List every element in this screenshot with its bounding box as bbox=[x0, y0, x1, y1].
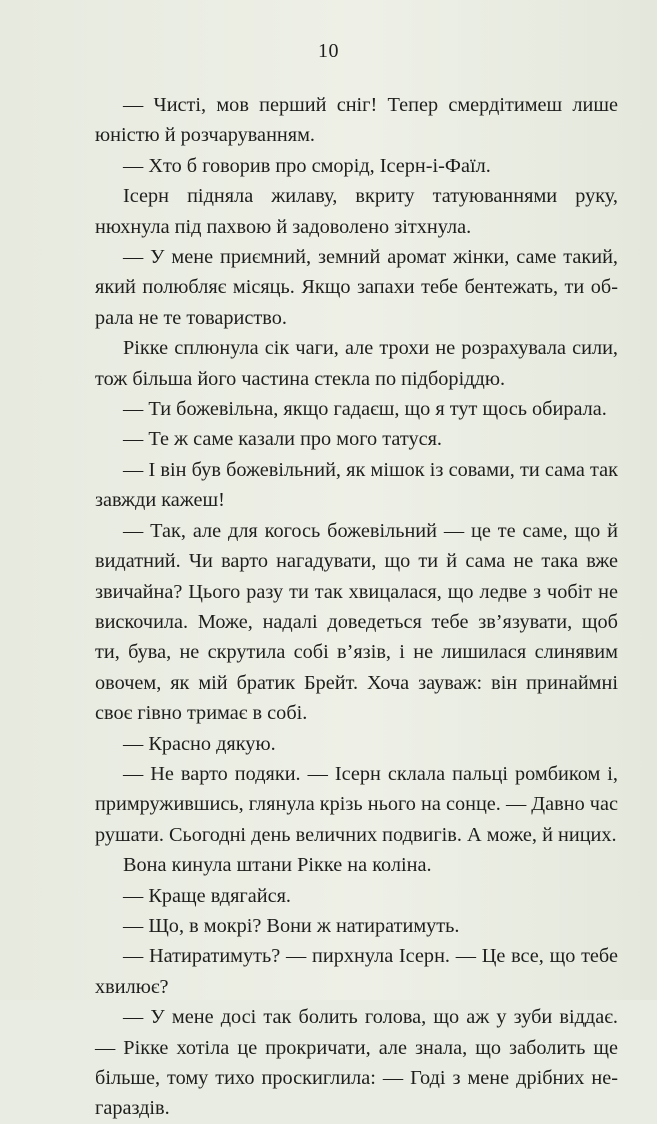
paragraph: — Так, але для когось божевільний — це те саме, що й видатний. Чи варто нагадувати, що ти й сама не така вже звичайна? Цього разу ти так хвицалася, що ледве з чобіт не вискочила. Може, надалі доведеться тебе зв’язувати, щоб ти, бува, не скрутила собі в’язів, і не лишилася слинявим овочем, як мій братик Брейт. Хоча зауваж: він принаймні своє гівно тримає в собі. bbox=[95, 519, 618, 725]
paragraph: — У мене приємний, земний аромат жінки, саме такий, який полюбляє місяць. Якщо запахи тебе бентежать, ти обрала не те товариство. bbox=[95, 246, 618, 329]
paragraph: — Чисті, мов перший сніг! Тепер смердітимеш лише юністю й розчаруванням. bbox=[95, 94, 618, 147]
paragraph: Рікке сплюнула сік чаги, але трохи не розрахувала сили, тож більша його частина стекла по підборіддю. bbox=[95, 337, 618, 390]
paragraph: Ісерн підняла жилаву, вкриту татуюваннями руку, нюхнула під пахвою й задоволено зітхнула. bbox=[95, 185, 618, 238]
paragraph: Вона кинула штани Рікке на коліна. bbox=[123, 854, 432, 877]
paragraph: — Ти божевільна, якщо гадаєш, що я тут щось обирала. bbox=[123, 398, 607, 421]
paragraph: — І він був божевільний, як мішок із совами, ти сама так завжди кажеш! bbox=[95, 458, 618, 512]
page-number: 10 bbox=[318, 40, 339, 62]
paragraph: — У мене досі так болить голова, що аж у зуби віддає. — Рікке хотіла це прокричати, але знала, що заболить ще більше, тому тихо проскиглила: — Годі з мене дрібних негараздів. bbox=[95, 1006, 618, 1120]
paragraph: — Що, в мокрі? Вони ж натиратимуть. bbox=[123, 914, 460, 937]
paragraph: — Те ж саме казали про мого татуся. bbox=[123, 428, 442, 451]
paragraph: — Хто б говорив про сморід, Ісерн-і-Фаїл. bbox=[123, 154, 491, 177]
paragraph: — Красно дякую. bbox=[123, 732, 276, 755]
body-text bbox=[95, 90, 618, 1124]
paragraph: — Натиратимуть? — пирхнула Ісерн. — Це все, що тебе хвилює? bbox=[95, 945, 618, 998]
paragraph: — Краще вдягайся. bbox=[123, 884, 292, 907]
paragraph: — Не варто подяки. — Ісерн склала пальці ромбиком і, примружившись, глянула крізь нього на сонце. — Давно час рушати. Сьогодні день величних подвигів. А може, й ницих. bbox=[95, 762, 618, 846]
